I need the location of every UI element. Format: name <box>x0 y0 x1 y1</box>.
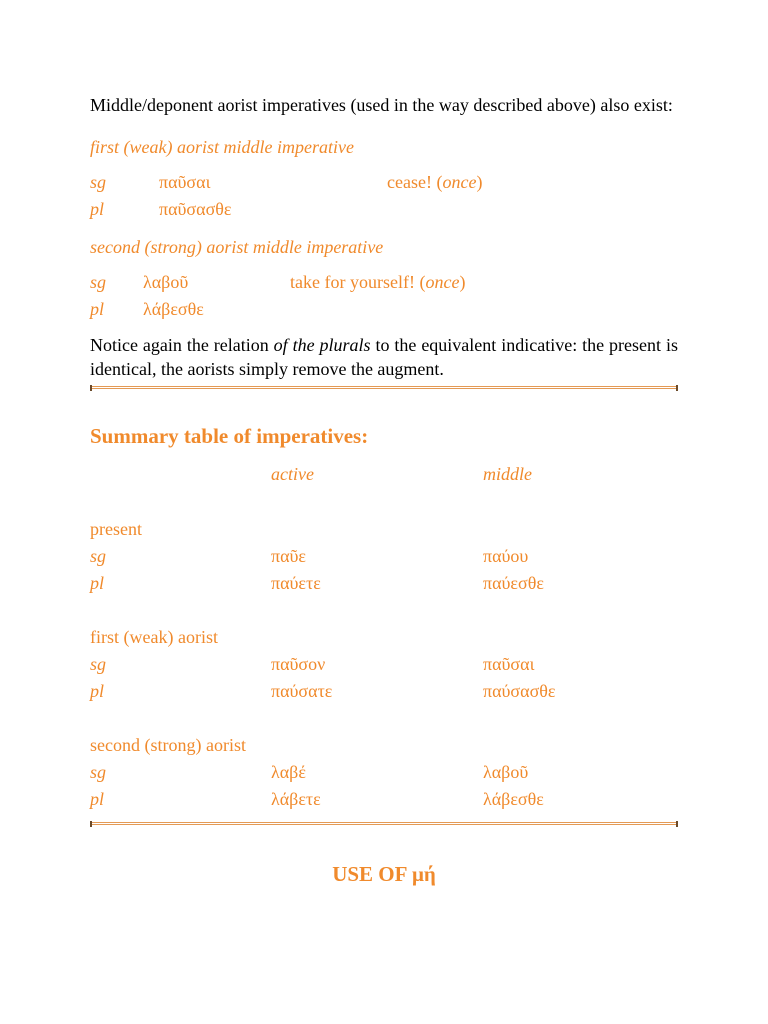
table-row <box>90 651 678 678</box>
sg-label: sg <box>90 272 107 292</box>
weak-aorist-pl-row <box>90 196 678 223</box>
column-header-active: active <box>271 464 314 484</box>
strong-aorist-forms <box>90 269 678 323</box>
column-header-middle: middle <box>483 464 532 484</box>
group-name-first-aorist <box>90 624 678 651</box>
pl-label: pl <box>90 299 105 319</box>
table-row <box>90 543 678 570</box>
gloss-prefix: cease! ( <box>387 172 443 192</box>
middle-form: λαβοῦ <box>483 762 529 782</box>
notice-italic: of the plurals <box>273 335 371 355</box>
pl-label: pl <box>90 199 105 219</box>
active-form: παύετε <box>271 573 321 593</box>
notice-before: Notice again the relation <box>90 335 274 355</box>
strong-aorist-heading: second (strong) aorist middle imperative <box>90 237 384 257</box>
row-label: sg <box>90 546 107 566</box>
greek-form: λαβοῦ <box>143 272 189 292</box>
row-label: pl <box>90 573 105 593</box>
middle-form: παύεσθε <box>483 573 544 593</box>
table-row <box>90 570 678 597</box>
weak-aorist-forms <box>90 169 678 223</box>
group-name-present <box>90 516 678 543</box>
greek-form: παῦσασθε <box>159 199 232 219</box>
summary-header-row <box>90 461 678 488</box>
table-row <box>90 678 678 705</box>
group-name-second-aorist <box>90 732 678 759</box>
gloss-prefix: take for yourself! ( <box>290 272 426 292</box>
middle-form: παύσασθε <box>483 681 556 701</box>
page-content <box>90 93 678 887</box>
sg-label: sg <box>90 172 107 192</box>
section-divider <box>90 822 678 825</box>
summary-table <box>90 461 678 813</box>
gloss-suffix: ) <box>459 272 466 292</box>
row-label: pl <box>90 789 105 809</box>
middle-form: λάβεσθε <box>483 789 544 809</box>
weak-aorist-heading: first (weak) aorist middle imperative <box>90 137 354 157</box>
table-row <box>90 759 678 786</box>
strong-aorist-pl-row <box>90 296 678 323</box>
notice-paragraph <box>90 333 678 381</box>
intro-paragraph: Middle/deponent aorist imperatives (used in the way described above) also exist: <box>90 95 673 115</box>
row-label: pl <box>90 681 105 701</box>
strong-aorist-sg-row <box>90 269 678 296</box>
section-divider <box>90 386 678 389</box>
active-form: λάβετε <box>271 789 321 809</box>
active-form: λαβέ <box>271 762 306 782</box>
group-label: present <box>90 519 142 539</box>
gloss-suffix: ) <box>476 172 483 192</box>
middle-form: παύου <box>483 546 529 566</box>
use-of-me-title: USE OF μή <box>332 862 436 886</box>
weak-aorist-sg-row <box>90 169 678 196</box>
row-label: sg <box>90 654 107 674</box>
greek-form: παῦσαι <box>159 172 211 192</box>
notice-after: to the equivalent indicative: the present is identical, the aorists simply remove the augment. <box>90 335 678 379</box>
row-label: sg <box>90 762 107 782</box>
group-label: first (weak) aorist <box>90 627 218 647</box>
middle-form: παῦσαι <box>483 654 535 674</box>
active-form: παῦε <box>271 546 306 566</box>
gloss-italic: once <box>442 172 477 192</box>
gloss-italic: once <box>425 272 460 292</box>
active-form: παύσατε <box>271 681 333 701</box>
active-form: παῦσον <box>271 654 326 674</box>
table-row <box>90 786 678 813</box>
summary-title: Summary table of imperatives: <box>90 424 369 448</box>
gloss <box>290 269 465 296</box>
greek-form: λάβεσθε <box>143 299 204 319</box>
group-label: second (strong) aorist <box>90 735 246 755</box>
gloss <box>387 169 482 196</box>
